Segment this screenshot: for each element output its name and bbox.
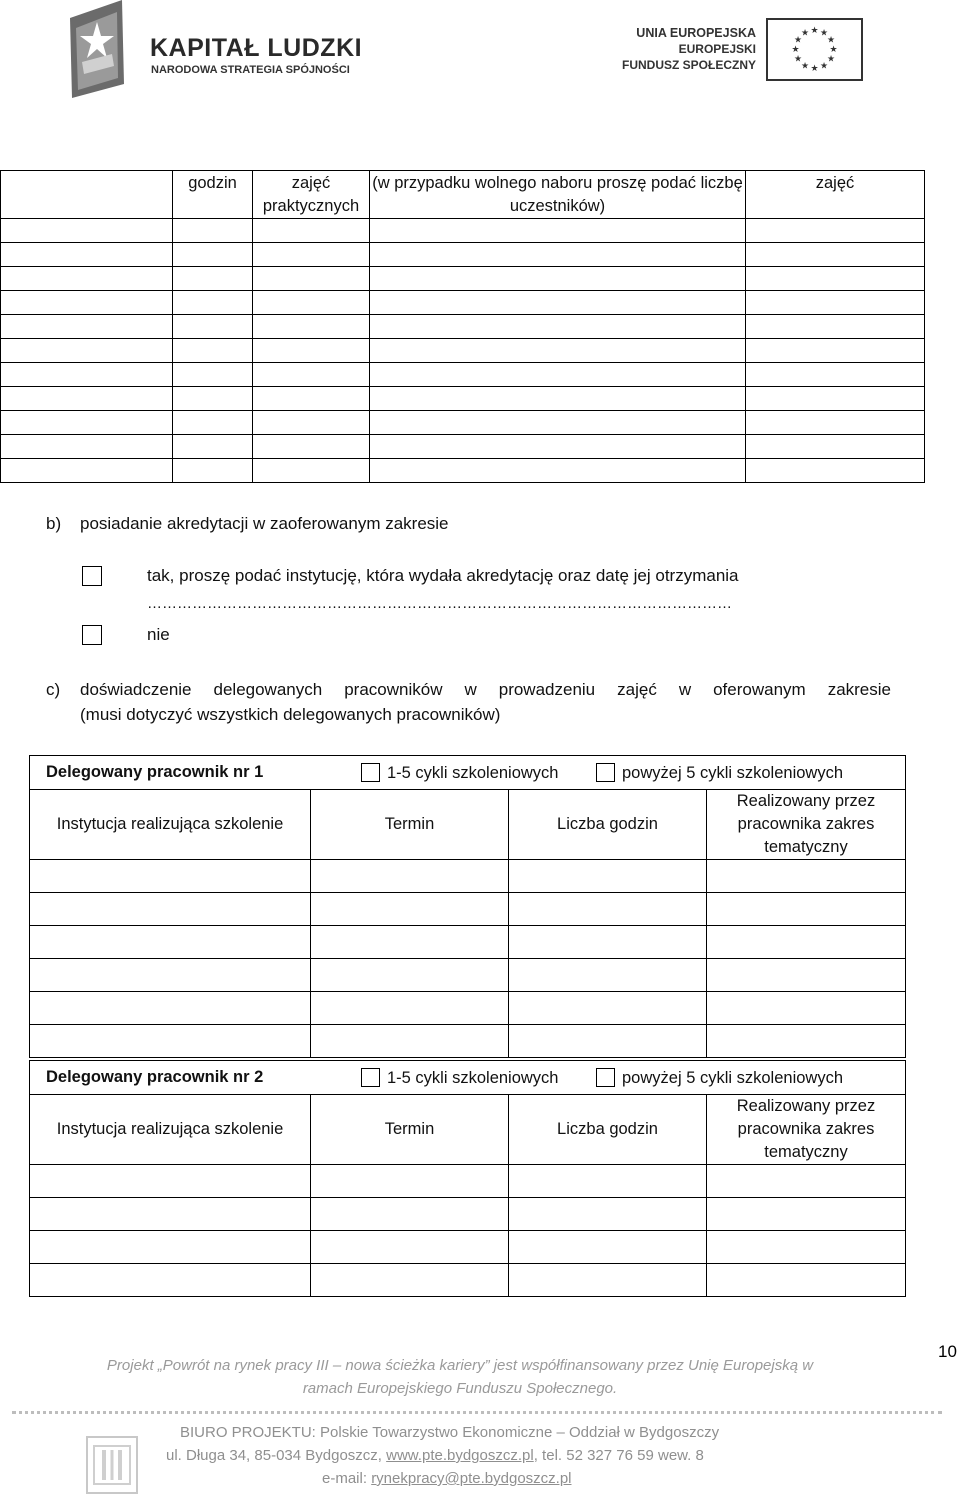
input-cell[interactable] <box>509 893 707 926</box>
kapital-ludzki-title: KAPITAŁ LUDZKI <box>150 34 363 62</box>
input-cell[interactable] <box>1 459 173 483</box>
footer-address-suffix: , tel. 52 327 76 59 wew. 8 <box>533 1447 704 1464</box>
input-cell[interactable] <box>253 315 370 339</box>
page-number: 10 <box>938 1342 957 1361</box>
input-cell[interactable] <box>707 1025 906 1058</box>
eu-logo-line3: FUNDUSZ SPOŁECZNY <box>621 58 756 72</box>
table-row <box>1 315 925 339</box>
accreditation-yes-label: tak, proszę podać instytucję, która wydała akredytację oraz datę jej otrzymania <box>147 566 739 585</box>
table-row <box>30 1025 906 1058</box>
svg-text:★: ★ <box>800 61 810 72</box>
worker-2-label: Delegowany pracownik nr 2 <box>46 1068 264 1086</box>
input-cell[interactable] <box>509 1264 707 1297</box>
worker-1-option1[interactable] <box>361 763 558 783</box>
footer-address-prefix: ul. Długa 34, 85-034 Bydgoszcz, <box>166 1447 387 1464</box>
table-row <box>30 860 906 893</box>
table-row <box>1 219 925 243</box>
input-cell[interactable] <box>707 1231 906 1264</box>
input-cell[interactable] <box>370 219 746 243</box>
table-row <box>30 1264 906 1297</box>
header-cell-classes: zajęć <box>746 171 925 219</box>
footer-website-link[interactable]: www.pte.bydgoszcz.pl <box>386 1447 534 1464</box>
input-cell[interactable] <box>707 992 906 1025</box>
input-cell[interactable] <box>707 1198 906 1231</box>
section-c-line2: (musi dotyczyć wszystkich delegowanych pracowników) <box>80 705 501 724</box>
col-hours: Liczba godzin <box>509 790 707 860</box>
svg-text:★: ★ <box>819 28 829 39</box>
col-institution: Instytucja realizująca szkolenie <box>30 790 311 860</box>
col-scope-line3: tematyczny <box>764 838 848 856</box>
header-cell-practical: zajęć praktycznych <box>253 171 370 219</box>
input-cell[interactable] <box>30 959 311 992</box>
input-cell[interactable] <box>30 1165 311 1198</box>
eu-logo-line1: UNIA EUROPEJSKA <box>636 26 756 40</box>
input-cell[interactable] <box>173 315 253 339</box>
input-cell[interactable] <box>707 893 906 926</box>
worker-1-label: Delegowany pracownik nr 1 <box>46 763 264 781</box>
worker-1-option1-label: 1-5 cykli szkoleniowych <box>387 764 559 782</box>
input-cell[interactable] <box>30 1231 311 1264</box>
input-cell[interactable] <box>253 291 370 315</box>
input-cell[interactable] <box>746 243 925 267</box>
svg-text:★: ★ <box>826 35 836 46</box>
accreditation-no-checkbox[interactable] <box>82 625 102 645</box>
input-cell[interactable] <box>173 363 253 387</box>
input-cell[interactable] <box>173 411 253 435</box>
accreditation-no-label: nie <box>147 625 170 644</box>
section-b-marker: b) <box>46 514 62 533</box>
pte-logo-icon <box>86 1436 138 1494</box>
accreditation-dotted-line: ……………………………………………………………………………………………………… <box>147 595 732 612</box>
worker-1-table <box>29 755 906 1058</box>
input-cell[interactable] <box>509 1025 707 1058</box>
worker-1-header-cell <box>30 756 906 790</box>
table-row <box>30 893 906 926</box>
input-cell[interactable] <box>746 363 925 387</box>
footer-email-link[interactable]: rynekpracy@pte.bydgoszcz.pl <box>371 1470 572 1487</box>
footer-address-line <box>166 1447 704 1464</box>
svg-text:★: ★ <box>800 28 810 39</box>
input-cell[interactable] <box>253 267 370 291</box>
accreditation-yes-checkbox[interactable] <box>82 566 102 586</box>
input-cell[interactable] <box>253 219 370 243</box>
input-cell[interactable] <box>173 291 253 315</box>
col-scope-line2: pracownika zakres <box>737 815 875 833</box>
table-row <box>30 926 906 959</box>
input-cell[interactable] <box>370 387 746 411</box>
worker-1-option2[interactable] <box>596 763 843 783</box>
worker-1-columns-row <box>30 790 906 860</box>
input-cell[interactable] <box>1 315 173 339</box>
footer-office-line: BIURO PROJEKTU: Polskie Towarzystwo Ekonomiczne – Oddział w Bydgoszczy <box>180 1424 720 1441</box>
worker-2-option2-checkbox[interactable] <box>596 1068 615 1087</box>
col-scope <box>707 1095 906 1165</box>
input-cell[interactable] <box>1 339 173 363</box>
table-row <box>30 1198 906 1231</box>
table-row <box>1 291 925 315</box>
input-cell[interactable] <box>253 387 370 411</box>
svg-text:★: ★ <box>810 64 819 74</box>
input-cell[interactable] <box>253 339 370 363</box>
input-cell[interactable] <box>746 387 925 411</box>
svg-text:★: ★ <box>810 26 819 36</box>
col-scope-line2: pracownika zakres <box>737 1120 875 1138</box>
worker-2-columns-row <box>30 1095 906 1165</box>
table-row <box>1 435 925 459</box>
table-row <box>30 1231 906 1264</box>
table-row <box>1 243 925 267</box>
input-cell[interactable] <box>173 267 253 291</box>
input-cell[interactable] <box>253 411 370 435</box>
input-cell[interactable] <box>370 315 746 339</box>
kapital-ludzki-subtitle: NARODOWA STRATEGIA SPÓJNOŚCI <box>151 64 350 76</box>
kapital-ludzki-emblem <box>62 0 132 100</box>
input-cell[interactable] <box>311 959 509 992</box>
input-cell[interactable] <box>370 291 746 315</box>
input-cell[interactable] <box>509 1231 707 1264</box>
input-cell[interactable] <box>1 435 173 459</box>
col-institution: Instytucja realizująca szkolenie <box>30 1095 311 1165</box>
worker-1-option2-label: powyżej 5 cykli szkoleniowych <box>622 764 844 782</box>
worker-2-option1-checkbox[interactable] <box>361 1068 380 1087</box>
input-cell[interactable] <box>707 860 906 893</box>
input-cell[interactable] <box>746 219 925 243</box>
col-term: Termin <box>311 1095 509 1165</box>
input-cell[interactable] <box>311 1264 509 1297</box>
input-cell[interactable] <box>173 435 253 459</box>
worker-2-table <box>29 1060 906 1297</box>
footer-dotted-divider <box>12 1411 942 1414</box>
courses-table <box>0 170 925 483</box>
input-cell[interactable] <box>509 860 707 893</box>
input-cell[interactable] <box>509 992 707 1025</box>
input-cell[interactable] <box>173 459 253 483</box>
input-cell[interactable] <box>509 1165 707 1198</box>
col-scope <box>707 790 906 860</box>
table-row <box>1 339 925 363</box>
section-b-title: posiadanie akredytacji w zaoferowanym zakresie <box>80 514 449 533</box>
input-cell[interactable] <box>370 243 746 267</box>
input-cell[interactable] <box>311 893 509 926</box>
input-cell[interactable] <box>311 1025 509 1058</box>
input-cell[interactable] <box>1 243 173 267</box>
col-hours: Liczba godzin <box>509 1095 707 1165</box>
input-cell[interactable] <box>1 363 173 387</box>
input-cell[interactable] <box>746 339 925 363</box>
svg-text:★: ★ <box>819 61 829 72</box>
table-row <box>1 387 925 411</box>
header-cell-participants: (w przypadku wolnego naboru proszę podać liczbę uczestników) <box>370 171 746 219</box>
input-cell[interactable] <box>30 1025 311 1058</box>
worker-2-option2[interactable] <box>596 1068 843 1088</box>
input-cell[interactable] <box>370 411 746 435</box>
input-cell[interactable] <box>253 459 370 483</box>
input-cell[interactable] <box>746 435 925 459</box>
worker-1-header-row <box>30 756 906 790</box>
input-cell[interactable] <box>1 411 173 435</box>
input-cell[interactable] <box>746 315 925 339</box>
worker-1-option1-checkbox[interactable] <box>361 763 380 782</box>
input-cell[interactable] <box>509 1198 707 1231</box>
input-cell[interactable] <box>1 291 173 315</box>
svg-text:★: ★ <box>829 45 838 55</box>
input-cell[interactable] <box>509 926 707 959</box>
footer-email-label: e-mail: <box>322 1470 372 1487</box>
footer-project-line2: ramach Europejskiego Funduszu Społecznego. <box>302 1380 618 1397</box>
input-cell[interactable] <box>311 1165 509 1198</box>
input-cell[interactable] <box>173 387 253 411</box>
worker-2-header-row <box>30 1061 906 1095</box>
input-cell[interactable] <box>30 893 311 926</box>
footer-project-line1: Projekt „Powrót na rynek pracy III – nowa ścieżka kariery” jest współfinansowany przez Unię Europejską w <box>106 1357 814 1374</box>
svg-text:★: ★ <box>793 54 803 65</box>
input-cell[interactable] <box>370 267 746 291</box>
input-cell[interactable] <box>173 219 253 243</box>
input-cell[interactable] <box>746 267 925 291</box>
header-cell <box>1 171 173 219</box>
input-cell[interactable] <box>253 363 370 387</box>
svg-text:★: ★ <box>791 45 800 55</box>
input-cell[interactable] <box>707 1165 906 1198</box>
input-cell[interactable] <box>509 959 707 992</box>
input-cell[interactable] <box>370 459 746 483</box>
eu-logo-text <box>610 25 756 73</box>
input-cell[interactable] <box>30 992 311 1025</box>
input-cell[interactable] <box>30 926 311 959</box>
input-cell[interactable] <box>311 1198 509 1231</box>
courses-table-header-row <box>1 171 925 219</box>
input-cell[interactable] <box>370 363 746 387</box>
input-cell[interactable] <box>746 291 925 315</box>
input-cell[interactable] <box>707 959 906 992</box>
input-cell[interactable] <box>311 860 509 893</box>
input-cell[interactable] <box>311 992 509 1025</box>
input-cell[interactable] <box>311 926 509 959</box>
worker-2-option1[interactable] <box>361 1068 558 1088</box>
table-row <box>1 363 925 387</box>
input-cell[interactable] <box>746 411 925 435</box>
input-cell[interactable] <box>707 926 906 959</box>
table-row <box>1 459 925 483</box>
table-row <box>30 1165 906 1198</box>
col-term: Termin <box>311 790 509 860</box>
svg-text:★: ★ <box>826 54 836 65</box>
table-row <box>1 411 925 435</box>
input-cell[interactable] <box>1 267 173 291</box>
worker-2-option1-label: 1-5 cykli szkoleniowych <box>387 1069 559 1087</box>
table-row <box>1 267 925 291</box>
col-scope-line1: Realizowany przez <box>736 792 876 810</box>
input-cell[interactable] <box>253 243 370 267</box>
input-cell[interactable] <box>370 339 746 363</box>
input-cell[interactable] <box>173 243 253 267</box>
input-cell[interactable] <box>707 1264 906 1297</box>
input-cell[interactable] <box>30 1198 311 1231</box>
eu-logo-line2: EUROPEJSKI <box>678 42 756 56</box>
section-c-marker: c) <box>46 680 61 699</box>
input-cell[interactable] <box>1 387 173 411</box>
worker-2-option2-label: powyżej 5 cykli szkoleniowych <box>622 1069 844 1087</box>
input-cell[interactable] <box>746 459 925 483</box>
header-cell-hours: godzin <box>173 171 253 219</box>
worker-1-option2-checkbox[interactable] <box>596 763 615 782</box>
input-cell[interactable] <box>173 339 253 363</box>
col-scope-line3: tematyczny <box>764 1143 848 1161</box>
input-cell[interactable] <box>30 860 311 893</box>
eu-flag-icon <box>766 18 863 81</box>
table-row <box>30 992 906 1025</box>
footer-email-line <box>322 1470 572 1487</box>
input-cell[interactable] <box>1 219 173 243</box>
svg-text:★: ★ <box>793 35 803 46</box>
table-row <box>30 959 906 992</box>
input-cell[interactable] <box>30 1264 311 1297</box>
input-cell[interactable] <box>370 435 746 459</box>
section-c-line1: doświadczenie delegowanych pracowników w prowadzeniu zajęć w oferowanym zakresie <box>80 680 891 699</box>
worker-2-header-cell <box>30 1061 906 1095</box>
input-cell[interactable] <box>253 435 370 459</box>
col-scope-line1: Realizowany przez <box>736 1097 876 1115</box>
input-cell[interactable] <box>311 1231 509 1264</box>
